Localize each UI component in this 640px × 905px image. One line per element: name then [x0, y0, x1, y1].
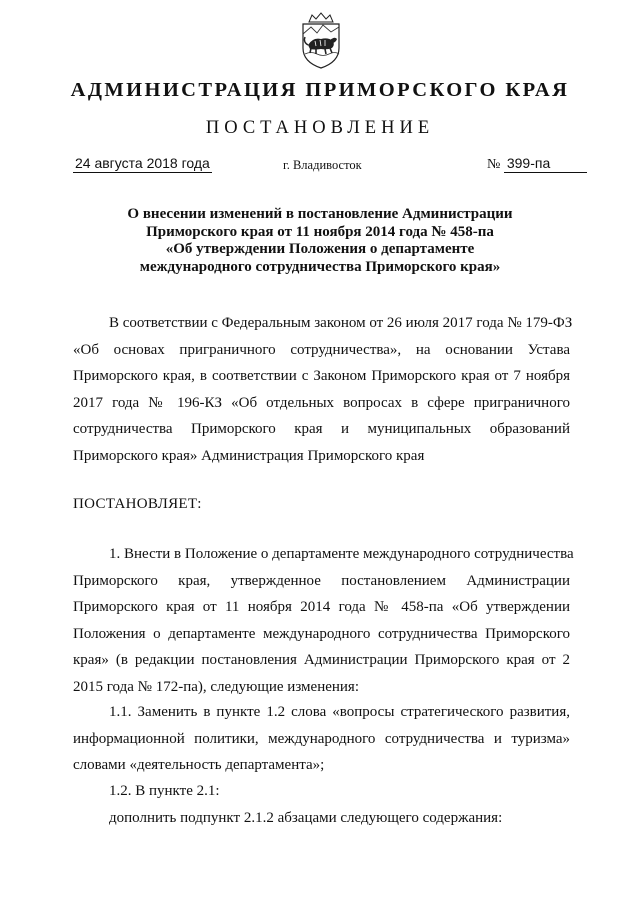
resolves-heading: ПОСТАНОВЛЯЕТ: — [73, 496, 202, 512]
text-line: дополнить подпункт 2.1.2 абзацами следующего содержания: — [109, 810, 503, 826]
title-line: международного сотрудничества Приморского края» — [139, 258, 501, 275]
organization-name: АДМИНИСТРАЦИЯ ПРИМОРСКОГО КРАЯ — [70, 79, 570, 101]
title-line: Приморского края от 11 ноября 2014 года № 458-па — [146, 223, 494, 240]
document-date: 24 августа 2018 года — [75, 155, 210, 171]
text-line: 1. Внести в Положение о департаменте международного сотрудничества — [109, 546, 574, 562]
text-line: Приморского края, утвержденное постановлением Администрации — [73, 572, 570, 589]
text-line: словами «деятельность департамента»; — [73, 757, 325, 773]
document-number: 399-па — [504, 155, 587, 173]
text-line: сотрудничества Приморского края и муниципальных образований — [73, 421, 570, 437]
document-number-block — [487, 155, 587, 173]
text-line: Приморского края» Администрация Приморского края — [73, 447, 425, 464]
text-line: Приморского края от 11 ноября 2014 года № 458-па «Об утверждении — [73, 599, 570, 615]
document-title — [100, 206, 540, 276]
text-line: 2017 года № 196-КЗ «Об отдельных вопросах в сфере приграничного — [73, 394, 570, 411]
text-line: «Об основах приграничного сотрудничества», на основании Устава — [73, 341, 570, 358]
item-1-paragraph — [73, 541, 574, 700]
text-line: края» (в редакции постановления Администрации Приморского края от 2 — [73, 652, 570, 668]
text-line: В соответствии с Федеральным законом от 26 июля 2017 года № 179-ФЗ — [109, 315, 573, 331]
title-line: О внесении изменений в постановление Администрации — [127, 206, 513, 222]
item-1-2-subparagraph — [73, 805, 570, 832]
text-line: информационной политики, международного сотрудничества и туризма» — [73, 730, 570, 747]
text-line: 1.1. Заменить в пункте 1.2 слова «вопросы стратегического развития, — [109, 704, 570, 720]
text-line: 1.2. В пункте 2.1: — [109, 783, 220, 799]
preamble-paragraph — [73, 310, 573, 469]
item-1-2-heading — [73, 778, 570, 805]
title-line: «Об утверждении Положения о департаменте — [165, 241, 475, 257]
item-1-1-paragraph — [73, 699, 570, 779]
coat-of-arms-icon — [297, 12, 345, 70]
text-line: 2015 года № 172-па), следующие изменения: — [73, 678, 359, 695]
number-sign: № — [487, 157, 501, 172]
document-city: г. Владивосток — [283, 158, 362, 172]
text-line: Положения о департаменте международного сотрудничества Приморского — [73, 625, 570, 642]
document-type: ПОСТАНОВЛЕНИЕ — [205, 118, 435, 138]
text-line: Приморского края, в соответствии с Законом Приморского края от 7 ноября — [73, 368, 570, 384]
